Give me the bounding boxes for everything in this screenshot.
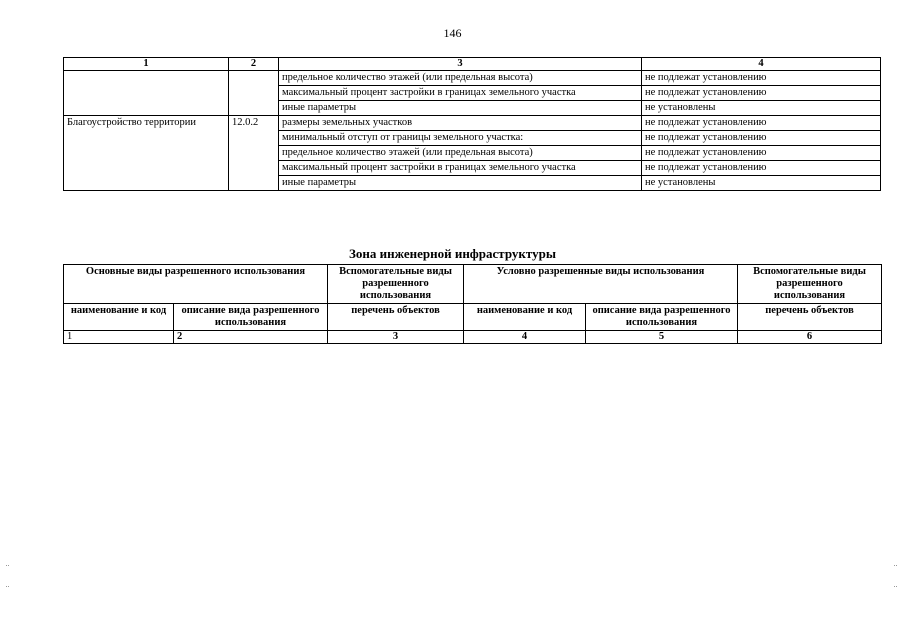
table-row bbox=[64, 71, 881, 86]
main-use-header: Основные виды разрешенного использования bbox=[64, 265, 328, 304]
subheader-cell: наименование и код bbox=[464, 304, 586, 331]
value-cell: не подлежат установлению bbox=[642, 71, 881, 86]
empty-code-cell bbox=[229, 71, 279, 116]
param-cell: максимальный процент застройки в границах земельного участка bbox=[279, 86, 642, 101]
subheader-cell: описание вида разрешенного использования bbox=[586, 304, 738, 331]
column-number: 5 bbox=[586, 331, 738, 344]
column-header: 1 bbox=[64, 58, 229, 71]
subheader-cell: перечень объектов bbox=[328, 304, 464, 331]
use-type-code-cell: 12.0.2 bbox=[229, 116, 279, 191]
zone-title: Зона инженерной инфраструктуры bbox=[349, 246, 556, 261]
table-row bbox=[64, 116, 881, 131]
param-cell: предельное количество этажей (или предельная высота) bbox=[279, 146, 642, 161]
value-cell: не подлежат установлению bbox=[642, 131, 881, 146]
scan-edge-mark bbox=[894, 565, 897, 587]
value-cell: не подлежат установлению bbox=[642, 161, 881, 176]
value-cell: не подлежат установлению bbox=[642, 146, 881, 161]
param-cell: минимальный отступ от границы земельного участка: bbox=[279, 131, 642, 146]
column-header: 2 bbox=[229, 58, 279, 71]
value-cell: не установлены bbox=[642, 101, 881, 116]
zone-use-types-table bbox=[63, 264, 882, 344]
table-header-row bbox=[64, 265, 882, 304]
param-cell: иные параметры bbox=[279, 176, 642, 191]
column-number: 1 bbox=[64, 331, 174, 344]
value-cell: не подлежат установлению bbox=[642, 86, 881, 101]
subheader-cell: наименование и код bbox=[64, 304, 174, 331]
column-number-row bbox=[64, 331, 882, 344]
page-number: 146 bbox=[443, 26, 462, 40]
auxiliary-use-header-2: Вспомогательные виды разрешенного использования bbox=[738, 265, 882, 304]
column-number: 6 bbox=[738, 331, 882, 344]
table-header-row bbox=[64, 58, 881, 71]
auxiliary-use-header: Вспомогательные виды разрешенного использования bbox=[328, 265, 464, 304]
param-cell: размеры земельных участков bbox=[279, 116, 642, 131]
subheader-cell: описание вида разрешенного использования bbox=[174, 304, 328, 331]
table-subheader-row bbox=[64, 304, 882, 331]
column-number: 2 bbox=[174, 331, 328, 344]
value-cell: не установлены bbox=[642, 176, 881, 191]
empty-name-cell bbox=[64, 71, 229, 116]
column-number: 3 bbox=[328, 331, 464, 344]
subheader-cell: перечень объектов bbox=[738, 304, 882, 331]
value-cell: не подлежат установлению bbox=[642, 116, 881, 131]
column-header: 3 bbox=[279, 58, 642, 71]
scan-edge-mark bbox=[6, 565, 9, 587]
column-number: 4 bbox=[464, 331, 586, 344]
parameters-table bbox=[63, 57, 881, 191]
param-cell: предельное количество этажей (или предельная высота) bbox=[279, 71, 642, 86]
param-cell: максимальный процент застройки в границах земельного участка bbox=[279, 161, 642, 176]
use-type-name-cell: Благоустройство территории bbox=[64, 116, 229, 191]
column-header: 4 bbox=[642, 58, 881, 71]
conditional-use-header: Условно разрешенные виды использования bbox=[464, 265, 738, 304]
param-cell: иные параметры bbox=[279, 101, 642, 116]
